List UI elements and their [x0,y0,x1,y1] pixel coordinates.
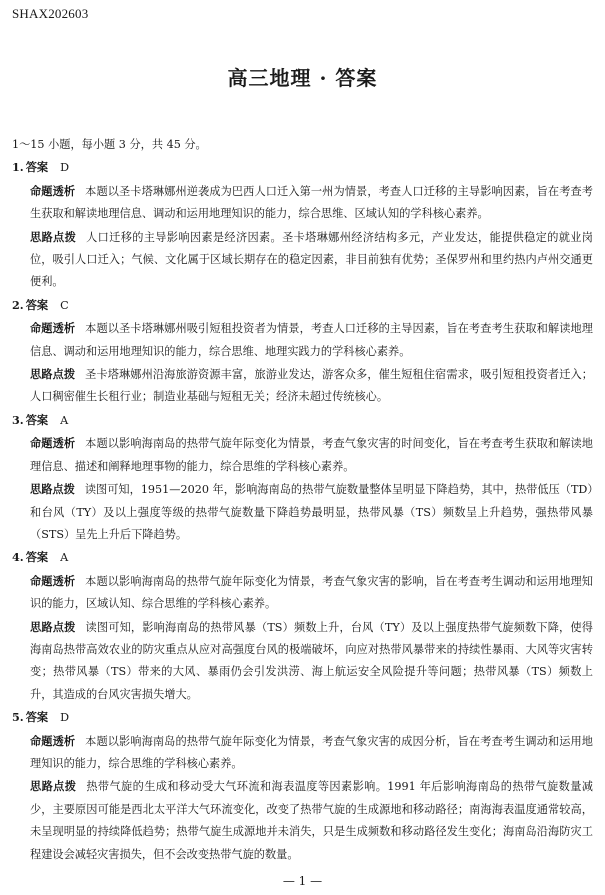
page-number: — 1 — [282,874,323,888]
thinking-paragraph [12,363,593,409]
answer-value: D [60,711,70,725]
answer-line [12,706,593,729]
question-4 [12,546,593,706]
answer-value: A [60,413,69,427]
thinking-text: 热带气旋的生成和移动受大气环流和海表温度等因素影响。1991 年后影响海南岛的热带气旋数量减少，主要原因可能是西北太平洋大气环流变化，改变了热带气旋的生成源地和移动路径；南海海表温度通常较高，未呈现明显的持续降低趋势；热带气旋生成源地并未消失，只是生成频数和移动路径发生变化；海南岛沿海防灾工程建设会减轻灾害损失，但不会改变热带气旋的数量。 [30,780,593,861]
thinking-label: 思路点拨 [30,229,77,244]
page-title: 高三地理 · 答案 [227,66,378,90]
analysis-paragraph [12,570,593,616]
analysis-paragraph [12,432,593,478]
analysis-label: 命题透析 [30,733,76,748]
answer-label: 答案 [25,160,49,175]
analysis-paragraph [12,730,593,776]
answer-label: 答案 [25,710,49,725]
thinking-label: 思路点拨 [30,482,75,497]
thinking-label: 思路点拨 [30,619,76,634]
thinking-text: 圣卡塔琳娜州沿海旅游资源丰富，旅游业发达，游客众多，催生短租住宿需求，吸引短租投资者迁入；人口稠密催生长租行业；制造业基础与短租无关；经济未超过传统核心。 [30,368,593,404]
question-number: 4. [12,550,24,565]
analysis-text: 本题以圣卡塔琳娜州逆袭成为巴西人口迁入第一州为情景，考查人口迁移的主导影响因素，旨在考查考生获取和解读地理信息、调动和运用地理知识的能力，综合思维、区域认知的学科核心素养。 [30,184,593,221]
document-code: SHAX202603 [12,6,89,21]
analysis-paragraph [12,317,593,363]
answer-label: 答案 [25,297,49,312]
analysis-text: 本题以影响海南岛的热带气旋年际变化为情景，考查气象灾害的成因分析，旨在考查考生调动和运用地理知识的能力，综合思维的学科核心素养。 [30,734,593,770]
answer-line [12,546,593,569]
thinking-paragraph [12,775,593,866]
answer-value: D [60,161,70,175]
thinking-paragraph [12,616,593,707]
answer-label: 答案 [25,550,49,565]
answer-line [12,294,593,317]
analysis-label: 命题透析 [30,436,76,451]
thinking-label: 思路点拨 [30,367,76,382]
analysis-label: 命题透析 [30,573,76,588]
question-5 [12,706,593,866]
answer-line [12,156,593,179]
question-number: 3. [12,412,24,427]
analysis-paragraph [12,180,593,226]
question-1 [12,156,593,293]
answer-value: A [60,551,69,565]
thinking-text: 人口迁移的主导影响因素是经济因素。圣卡塔琳娜州经济结构多元，产业发达，能提供稳定的就业岗位，吸引人口迁入；气候、文化属于区域长期存在的稳定因素，非目前独有优势；圣保罗州和里约热内卢州交通更便利。 [30,230,593,289]
thinking-text: 读图可知，影响海南岛的热带风暴（TS）频数上升，台风（TY）及以上强度热带气旋频数下降，使得海南岛热带高效农业的防灾重点从应对高强度台风的极端破坏，向应对热带风暴带来的持续性暴雨、大风等灾害转变；热带风暴（TS）带来的大风、暴雨仍会引发洪涝、海上航运安全风险提升等问题；热带风暴（TS）频数上升，其造成的台风灾害损失增大。 [30,620,593,701]
answer-label: 答案 [25,412,49,427]
answer-content [12,134,593,866]
thinking-text: 读图可知，1951—2020 年，影响海南岛的热带气旋数量整体呈明显下降趋势，其中，热带低压（TD）和台风（TY）及以上强度等级的热带气旋数量下降趋势最明显，热带风暴（TS）频数呈上升趋势，强热带风暴（STS）呈先上升后下降趋势。 [30,483,593,541]
question-number: 2. [12,297,24,312]
thinking-label: 思路点拨 [30,779,77,794]
analysis-label: 命题透析 [30,321,76,336]
answer-value: C [60,298,69,312]
analysis-label: 命题透析 [30,183,76,198]
question-number: 1. [12,160,24,175]
question-number: 5. [12,710,24,725]
answer-line [12,409,593,432]
analysis-text: 本题以圣卡塔琳娜州吸引短租投资者为情景，考查人口迁移的主导因素，旨在考查考生获取和解读地理信息、调动和运用地理知识的能力，综合思维、地理实践力的学科核心素养。 [30,322,593,358]
question-3 [12,409,593,546]
thinking-paragraph [12,226,593,294]
analysis-text: 本题以影响海南岛的热带气旋年际变化为情景，考查气象灾害的影响，旨在考查考生调动和运用地理知识的能力，区域认知、综合思维的学科核心素养。 [30,574,593,611]
question-2 [12,294,593,409]
intro-line: 1～15 小题，每小题 3 分，共 45 分。 [12,138,207,151]
analysis-text: 本题以影响海南岛的热带气旋年际变化为情景，考查气象灾害的时间变化，旨在考查考生获取和解读地理信息、描述和阐释地理事物的能力，综合思维的学科核心素养。 [30,437,593,473]
thinking-paragraph [12,478,593,546]
